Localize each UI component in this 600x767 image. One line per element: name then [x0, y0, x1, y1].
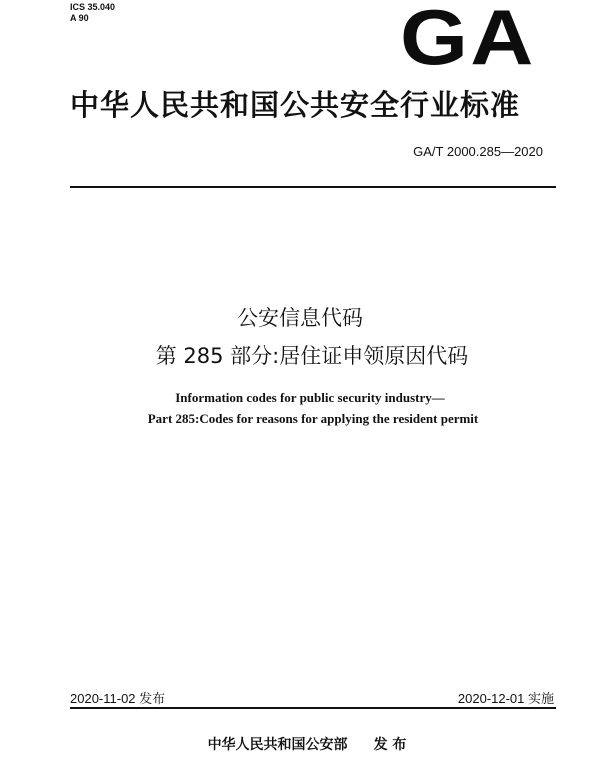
footer-divider: [70, 707, 556, 709]
standard-number: GA/T 2000.285—2020: [413, 144, 543, 159]
ics-code: ICS 35.040: [70, 2, 116, 12]
publisher-line: [0, 736, 600, 754]
english-title-line-1: Information codes for public security industry—: [175, 390, 445, 405]
header-divider: [70, 186, 556, 188]
ccs-code: A 90: [70, 13, 89, 23]
classification-codes: [70, 2, 115, 24]
issuer-name: 中华人民共和国公安部: [207, 737, 348, 753]
english-title-line-2: Part 285:Codes for reasons for applying the resident permit: [147, 411, 479, 426]
ga-logo: GA: [400, 0, 536, 81]
issue-date: 2020-11-02 发布: [70, 691, 166, 706]
chinese-title-line-2: 第 285 部分:居住证申领原因代码: [155, 344, 469, 368]
issuer-action: 发 布: [373, 737, 407, 753]
implementation-date: 2020-12-01 实施: [457, 691, 554, 706]
standard-category-title: 中华人民共和国公共安全行业标准: [70, 88, 521, 122]
chinese-title-line-1: 公安信息代码: [237, 306, 363, 330]
